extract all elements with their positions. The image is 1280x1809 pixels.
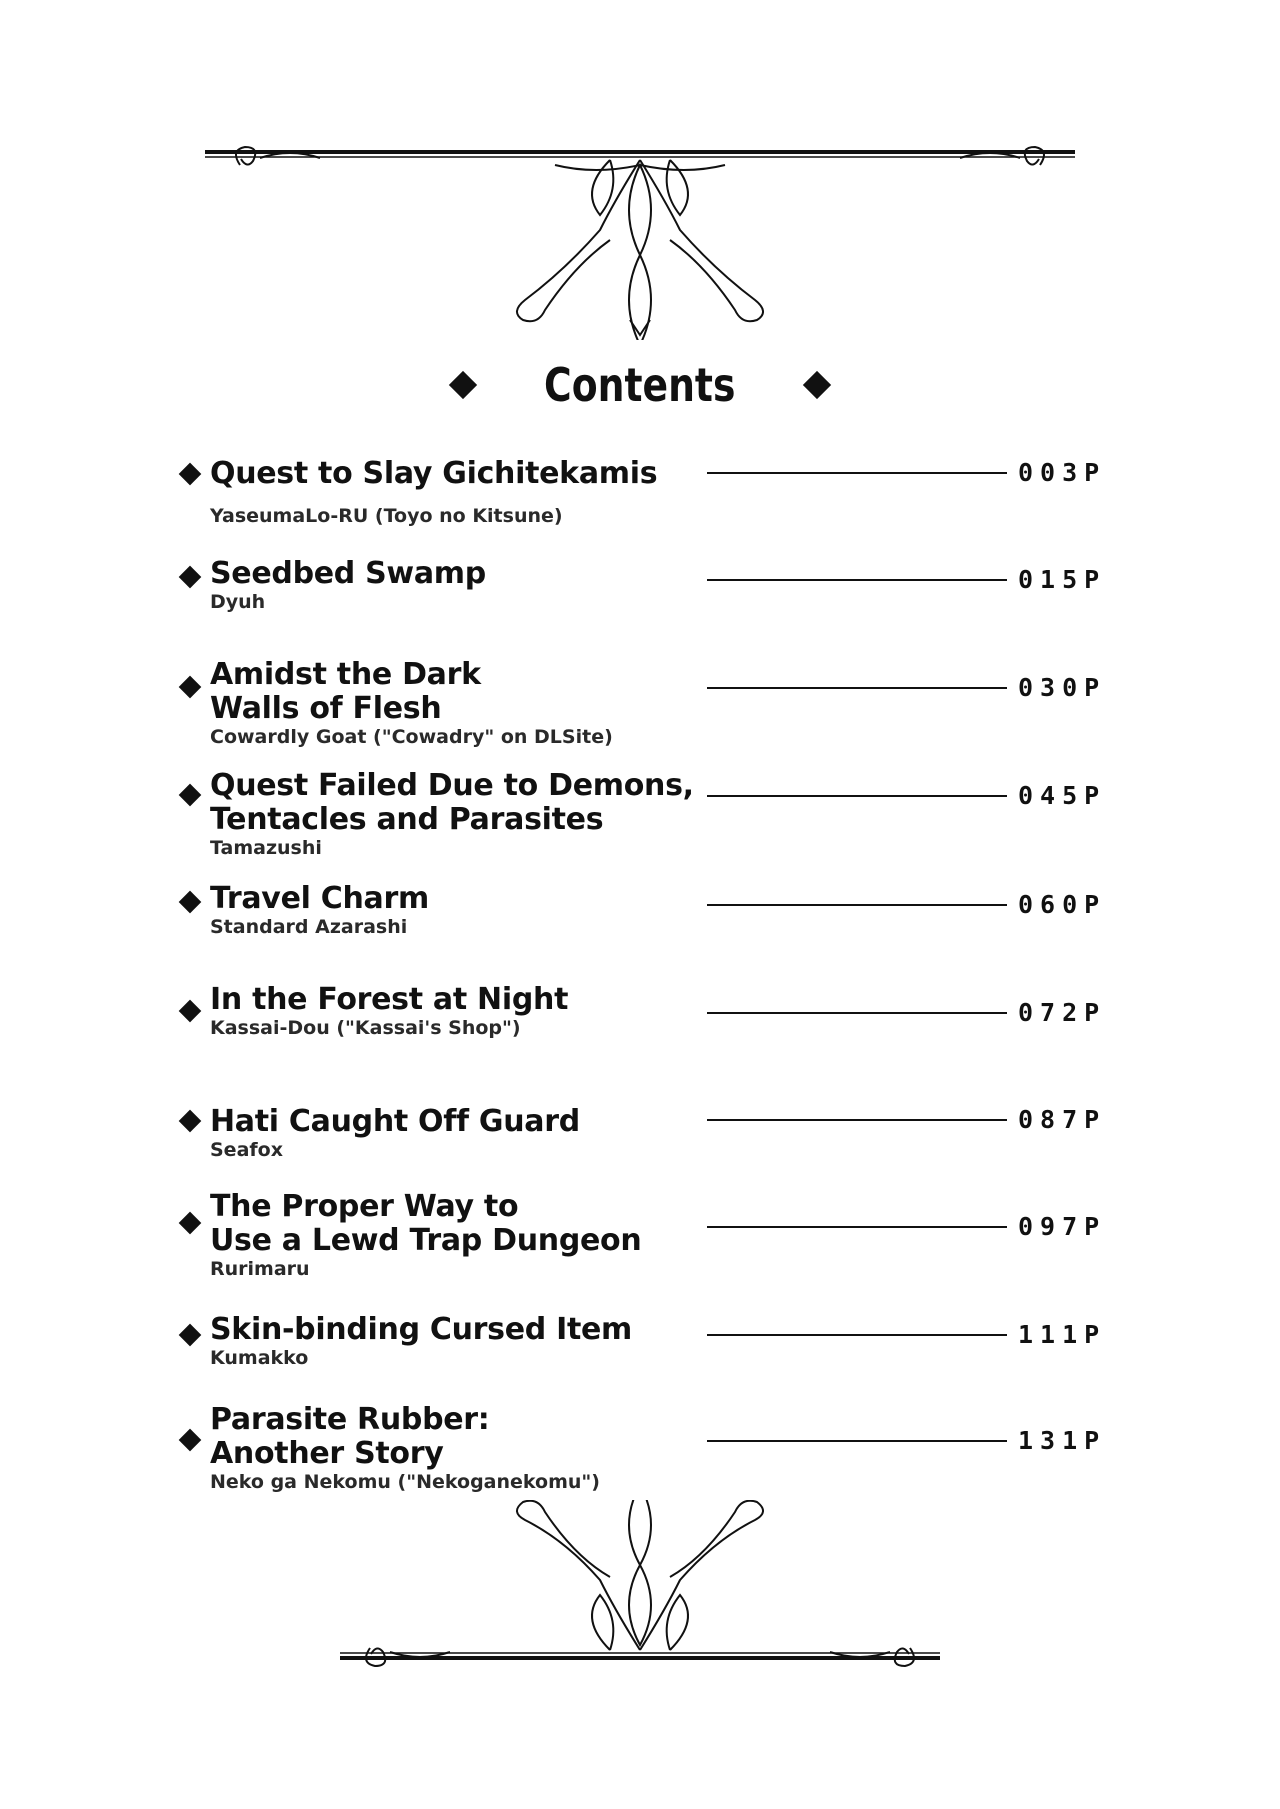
leader-line [707, 472, 1007, 474]
leader-line [707, 1226, 1007, 1228]
contents-heading [0, 350, 1280, 420]
bullet-diamond-icon [179, 566, 202, 589]
leader-line [707, 904, 1007, 906]
story-author: Seafox [210, 1139, 283, 1161]
story-author: YaseumaLo-RU (Toyo no Kitsune) [210, 505, 563, 527]
leader-line [707, 687, 1007, 689]
story-author: Kassai-Dou ("Kassai's Shop") [210, 1017, 521, 1039]
leader-line [707, 1334, 1007, 1336]
story-author: Neko ga Nekomu ("Nekoganekomu") [210, 1471, 600, 1493]
leader-line [707, 795, 1007, 797]
page-number: 087P [1018, 1105, 1107, 1134]
bullet-diamond-icon [179, 463, 202, 486]
page-number: 015P [1018, 565, 1107, 594]
leader-line [707, 579, 1007, 581]
story-title: Seedbed Swamp [210, 556, 486, 591]
story-author: Tamazushi [210, 837, 322, 859]
leader-line [707, 1440, 1007, 1442]
page-number: 060P [1018, 890, 1107, 919]
top-ornament [0, 130, 1280, 340]
story-title: Quest to Slay Gichitekamis [210, 456, 658, 491]
leader-line [707, 1119, 1007, 1121]
page-number: 003P [1018, 458, 1107, 487]
bullet-diamond-icon [179, 1110, 202, 1133]
bullet-diamond-icon [179, 1429, 202, 1452]
bullet-diamond-icon [179, 1212, 202, 1235]
story-title: Amidst the Dark Walls of Flesh [210, 657, 481, 726]
story-author: Standard Azarashi [210, 916, 408, 938]
story-author: Dyuh [210, 591, 266, 613]
bullet-diamond-icon [179, 1000, 202, 1023]
page-number: 111P [1018, 1320, 1107, 1349]
story-title: Travel Charm [210, 881, 429, 916]
story-title: The Proper Way to Use a Lewd Trap Dungeon [210, 1189, 642, 1258]
bullet-diamond-icon [179, 891, 202, 914]
story-title: Parasite Rubber: Another Story [210, 1402, 490, 1471]
page-number: 131P [1018, 1426, 1107, 1455]
bullet-diamond-icon [179, 1324, 202, 1347]
bottom-ornament [0, 1500, 1280, 1680]
page-number: 045P [1018, 781, 1107, 810]
story-title: Quest Failed Due to Demons, Tentacles and Parasites [210, 768, 694, 837]
heading-diamond-right [803, 371, 831, 399]
page-number: 097P [1018, 1212, 1107, 1241]
story-title: Skin-binding Cursed Item [210, 1312, 632, 1347]
story-author: Kumakko [210, 1347, 309, 1369]
contents-title: Contents [544, 358, 736, 412]
heading-diamond-left [449, 371, 477, 399]
story-author: Rurimaru [210, 1258, 310, 1280]
story-title: In the Forest at Night [210, 982, 569, 1017]
page-number: 072P [1018, 998, 1107, 1027]
story-author: Cowardly Goat ("Cowadry" on DLSite) [210, 726, 613, 748]
story-title: Hati Caught Off Guard [210, 1104, 580, 1139]
bullet-diamond-icon [179, 676, 202, 699]
page-number: 030P [1018, 673, 1107, 702]
bullet-diamond-icon [179, 784, 202, 807]
leader-line [707, 1012, 1007, 1014]
